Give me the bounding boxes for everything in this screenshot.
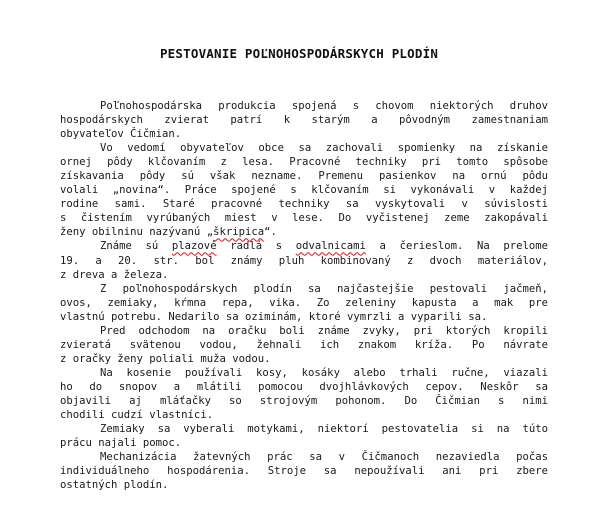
text-line: 19. a 20. str. bol známy pluh kombinovaný z dvoch materiálov,	[60, 254, 548, 267]
text-line: zvieratá svätenou vodou, žehnali ich znakom kríža. Po návrate	[60, 338, 548, 351]
text-line: ho do snopov a mlátili pomocou dvojhlávkových cepov. Neskôr sa	[60, 380, 548, 393]
text-line: volali „novina“. Práce spojené s klčovaním si vykonávali v každej	[60, 184, 548, 197]
text-line: Pred odchodom na oračku boli známe zvyky, pri ktorých kropili	[100, 324, 548, 337]
text-line: Vo vedomí obyvateľov obce sa zachovali spomienky na získanie	[100, 142, 548, 155]
text-line: Zemiaky sa vyberali motykami, niektorí pestovatelia si na túto	[100, 423, 548, 436]
text-line: obyvateľov Čičmian.	[60, 128, 182, 141]
text-line: s čistením vyrúbaných miest v lese. Do vyčistenej zeme zakopávali	[60, 212, 548, 225]
document-title: PESTOVANIE POĽNOHOSPODÁRSKYCH PLODÍN	[159, 46, 439, 61]
text-line: individuálneho hospodárenia. Stroje sa nepoužívali ani pri zbere	[60, 465, 548, 478]
text-line: Mechanizácia žatevných prác sa v Čičmanoch nezaviedla počas	[100, 451, 548, 464]
text-line: chodili cudzí vlastníci.	[60, 409, 214, 422]
text-line: ženy obilninu nazývanú „škripica“.	[60, 226, 277, 239]
text-line: vlastnú potrebu. Nedarilo sa oziminám, ktoré vymrzli a vyparili sa.	[60, 310, 488, 323]
text-line: ostatných plodín.	[60, 479, 169, 492]
text-line: Poľnohospodárska produkcia spojená s chovom niektorých druhov	[100, 100, 548, 112]
spellcheck-marked-word: plazové	[171, 240, 217, 253]
text-line: Z poľnohospodárskych plodín sa najčastejšie pestovali jačmeň,	[100, 282, 548, 295]
text-line: Známe sú plazové radlá s odvalnicami a čerieslom. Na prelome	[100, 240, 549, 253]
text-line: ovos, zemiaky, kŕmna repa, vika. Zo zeleniny kapusta a mak pre	[60, 296, 548, 309]
spellcheck-marked-word: odvalnicami	[295, 240, 366, 253]
text-line: prácu najali pomoc.	[60, 437, 182, 450]
text-line: rodine sami. Staré pracovné techniky sa vyskytovali v súvislosti	[60, 198, 548, 211]
text-line: Na kosenie používali kosy, kosáky alebo trhali ručne, viazali	[100, 366, 548, 379]
text-line: ornej pôdy klčovaním z lesa. Pracovné techniky pri tomto spôsobe	[60, 156, 548, 169]
text-line: objavili aj mláťačky so strojovým pohonom. Do Čičmian s nimi	[60, 394, 548, 407]
text-line: hospodárskych zvierat patrí k starým a pôvodným zamestnaniam	[60, 114, 548, 127]
text-line: získavania pôdy sú však nezname. Premenu pasienkov na ornú pôdu	[60, 170, 548, 183]
text-line: z oračky ženy poliali muža vodou.	[60, 352, 271, 365]
spellcheck-marked-word: škripica	[213, 226, 265, 239]
document-body	[60, 99, 548, 492]
text-line: z dreva a železa.	[60, 268, 169, 281]
